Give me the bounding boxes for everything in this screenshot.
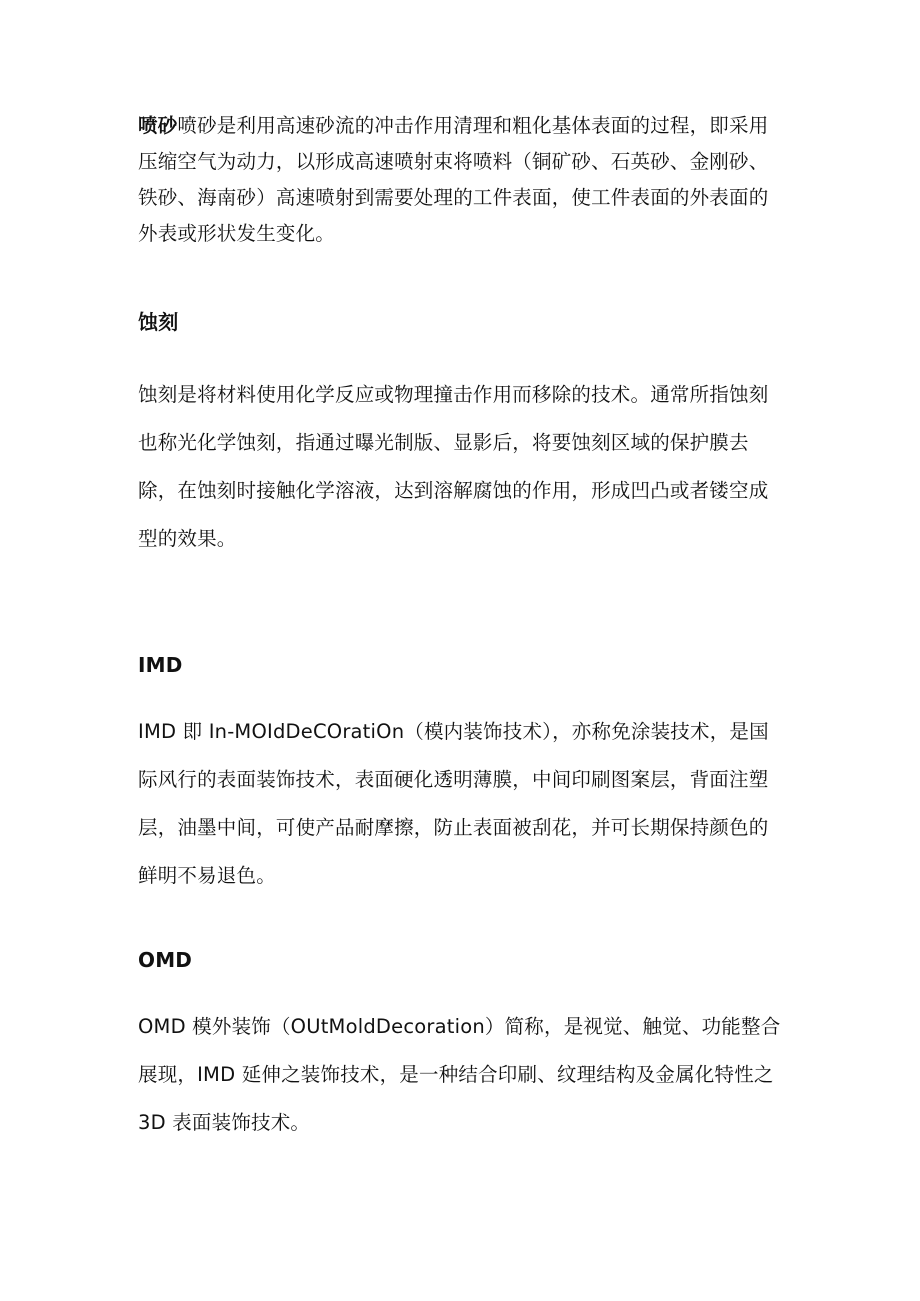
omd-paragraph: OMD 模外装饰（OUtMoldDecoration）简称，是视觉、触觉、功能整合展现，IMD 延伸之装饰技术，是一种结合印刷、纹理结构及金属化特性之 3D 表面装饰技术。: [138, 1015, 781, 1134]
omd-heading: OMD: [138, 948, 193, 972]
etching-heading: 蚀刻: [138, 310, 179, 334]
sandblast-paragraph: [138, 108, 788, 252]
imd-heading: IMD: [138, 653, 183, 677]
imd-paragraph: IMD 即 In-MOIdDeCOratiOn（模内装饰技术），亦称免涂装技术，是国际风行的表面装饰技术，表面硬化透明薄膜，中间印刷图案层，背面注塑层，油墨中间，可使产品耐摩擦，防止表面被刮花，并可长期保持颜色的鲜明不易退色。: [138, 720, 769, 887]
sandblast-term: 喷砂: [138, 114, 178, 137]
etching-paragraph: 蚀刻是将材料使用化学反应或物理撞击作用而移除的技术。通常所指蚀刻也称光化学蚀刻，指通过曝光制版、显影后，将要蚀刻区域的保护膜去除，在蚀刻时接触化学溶液，达到溶解腐蚀的作用，形成凹凸或者镂空成型的效果。: [138, 383, 769, 550]
sandblast-text: 喷砂是利用高速砂流的冲击作用清理和粗化基体表面的过程，即采用压缩空气为动力，以形成高速喷射束将喷料（铜矿砂、石英砂、金刚砂、铁砂、海南砂）高速喷射到需要处理的工件表面，使工件表面的外表面的外表或形状发生变化。: [138, 114, 769, 245]
